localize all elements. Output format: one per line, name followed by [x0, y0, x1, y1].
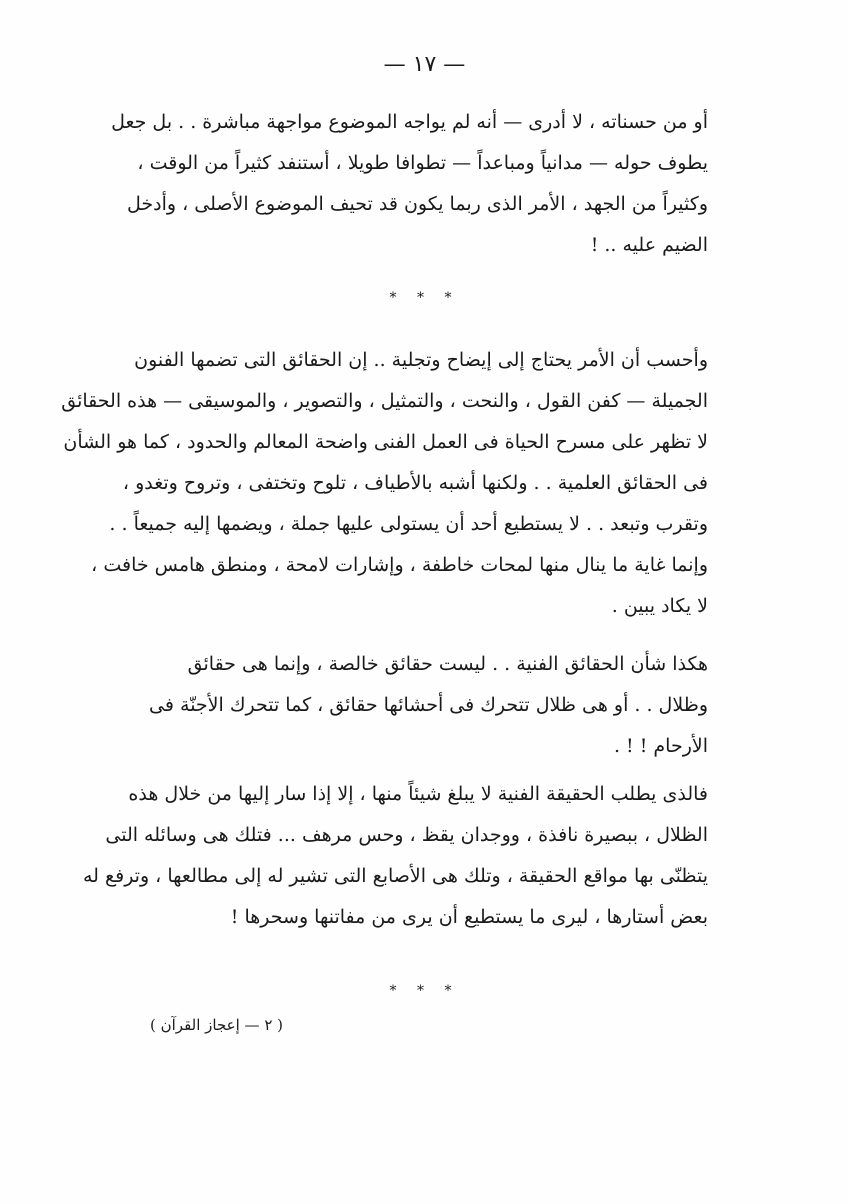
text-line: الأرحام ! ! . [613, 735, 708, 757]
paragraph-2 [61, 340, 708, 627]
text-line: لا تظهر على مسرح الحياة فى العمل الفنى واضحة المعالم والحدود ، كما هو الشأن [63, 431, 708, 453]
text-line: الظلال ، ببصيرة نافذة ، ووجدان يقظ ، وحس مرهف ... فتلك هى وسائله التى [105, 824, 708, 846]
text-line: وإنما غاية ما ينال منها لمحات خاطفة ، وإشارات لامحة ، ومنطق هامس خافت ، [91, 554, 708, 576]
paragraph-3 [128, 644, 708, 767]
text-line: وأحسب أن الأمر يحتاج إلى إيضاح وتجلية .. إن الحقائق التى تضمها الفنون [134, 349, 708, 371]
page-number: — ١٧ — [383, 52, 466, 77]
signature-footer: ( ٢ — إعجاز القرآن ) [150, 1016, 284, 1034]
text-line: يتظنّى بها مواقع الحقيقة ، وتلك هى الأصابع التى تشير له إلى مطالعها ، وترفع له [82, 865, 708, 887]
section-separator: * * * [389, 290, 460, 306]
text-line: فى الحقائق العلمية . . ولكنها أشبه بالأطياف ، تلوح وتختفى ، وتروح وتغدو ، [122, 472, 708, 494]
section-separator: * * * [389, 983, 460, 999]
paragraph-1 [111, 102, 708, 266]
paragraph-4 [82, 774, 708, 938]
text-line: لا يكاد يبين . [611, 595, 708, 617]
text-line: فالذى يطلب الحقيقة الفنية لا يبلغ شيئاً منها ، إلا إذا سار إليها من خلال هذه [128, 783, 708, 805]
text-line: وكثيراً من الجهد ، الأمر الذى ربما يكون قد تحيف الموضوع الأصلى ، وأدخل [127, 193, 708, 215]
text-line: أو من حسناته ، لا أدرى — أنه لم يواجه الموضوع مواجهة مباشرة . . بل جعل [111, 111, 708, 133]
text-line: بعض أستارها ، ليرى ما يستطيع أن يرى من مفاتنها وسحرها ! [230, 906, 708, 928]
text-line: وظلال . . أو هى ظلال تتحرك فى أحشائها حقائق ، كما تتحرك الأجنّة فى [149, 694, 708, 716]
text-line: وتقرب وتبعد . . لا يستطيع أحد أن يستولى عليها جملة ، ويضمها إليه جميعاً . . [109, 513, 708, 535]
text-line: يطوف حوله — مدانياً ومباعداً — تطوافا طويلا ، أستنفد كثيراً من الوقت ، [137, 152, 708, 174]
text-line: الجميلة — كفن القول ، والنحت ، والتمثيل ، والتصوير ، والموسيقى — هذه الحقائق [61, 390, 708, 412]
text-line: هكذا شأن الحقائق الفنية . . ليست حقائق خالصة ، وإنما هى حقائق [187, 653, 708, 675]
text-line: الضيم عليه .. ! [590, 234, 708, 256]
